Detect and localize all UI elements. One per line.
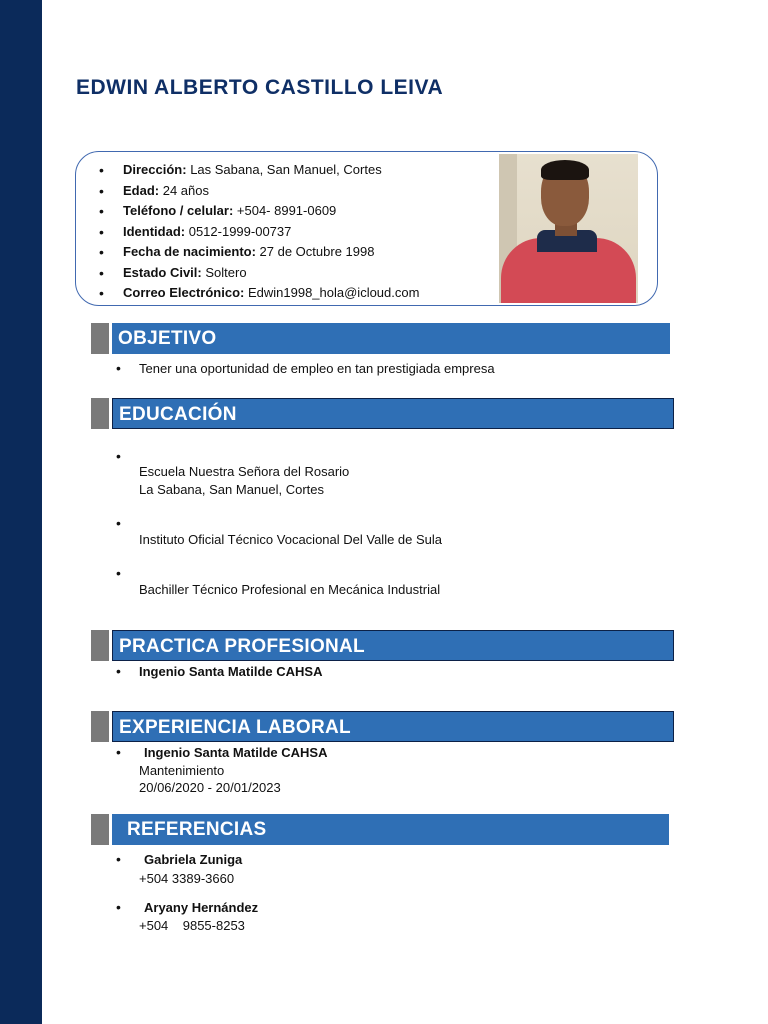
info-value: Edwin1998_hola@icloud.com: [244, 285, 420, 300]
info-phone: [99, 201, 419, 222]
education-school-location: La Sabana, San Manuel, Cortes: [139, 482, 325, 497]
bullet-icon: •: [116, 851, 121, 867]
bullet-icon: •: [116, 515, 121, 531]
reference-name: Aryany Hernández: [144, 900, 259, 915]
education-degree: Bachiller Técnico Profesional en Mecánica Industrial: [139, 582, 441, 597]
section-marker: [91, 711, 109, 742]
section-marker: [91, 630, 109, 661]
experiencia-role: Mantenimiento: [139, 763, 225, 778]
reference-phone: +504 3389-3660: [139, 871, 235, 886]
candidate-name: EDWIN ALBERTO CASTILLO LEIVA: [76, 76, 444, 99]
info-value: Soltero: [201, 264, 247, 280]
info-label: Teléfono / celular:: [123, 203, 234, 218]
education-institute: Instituto Oficial Técnico Vocacional Del Valle de Sula: [139, 532, 443, 547]
info-label: Estado Civil:: [123, 264, 202, 280]
photo-hair: [541, 160, 589, 180]
experiencia-dates: 20/06/2020 - 20/01/2023: [139, 780, 281, 795]
reference-name: Gabriela Zuniga: [144, 852, 243, 867]
info-label: Fecha de nacimiento:: [123, 244, 256, 259]
info-age: [99, 181, 419, 202]
practica-company: Ingenio Santa Matilde CAHSA: [139, 664, 323, 679]
section-header-practica: PRACTICA PROFESIONAL: [112, 630, 674, 661]
info-address: [99, 160, 419, 181]
section-header-objetivo: OBJETIVO: [112, 323, 670, 354]
info-value: 27 de Octubre 1998: [255, 244, 375, 259]
bullet-icon: •: [116, 448, 121, 464]
education-school: Escuela Nuestra Señora del Rosario: [139, 464, 350, 479]
section-header-educacion: EDUCACIÓN: [112, 398, 674, 429]
info-label: Edad:: [123, 182, 160, 198]
info-value: Las Sabana, San Manuel, Cortes: [186, 162, 382, 177]
info-civil-status: [99, 263, 419, 284]
info-value: +504- 8991-0609: [233, 203, 337, 218]
bullet-icon: •: [116, 663, 121, 679]
objetivo-item: Tener una oportunidad de empleo en tan prestigiada empresa: [139, 361, 495, 376]
personal-info-list: [99, 160, 419, 304]
info-id: [99, 222, 419, 243]
info-label: Dirección:: [123, 162, 187, 177]
info-label: Identidad:: [123, 223, 186, 239]
profile-photo: [499, 154, 638, 303]
experiencia-company: Ingenio Santa Matilde CAHSA: [144, 745, 328, 760]
section-marker: [91, 814, 109, 845]
bullet-icon: •: [116, 744, 121, 760]
section-header-experiencia: EXPERIENCIA LABORAL: [112, 711, 674, 742]
reference-phone: +504 9855-8253: [139, 918, 245, 933]
info-email: [99, 283, 419, 304]
bullet-icon: •: [116, 899, 121, 915]
left-sidebar-band: [0, 0, 42, 1024]
info-birthdate: [99, 242, 419, 263]
info-value: 24 años: [159, 182, 209, 198]
bullet-icon: •: [116, 360, 121, 376]
info-value: 0512-1999-00737: [185, 223, 292, 239]
section-header-referencias: REFERENCIAS: [112, 814, 669, 845]
section-marker: [91, 398, 109, 429]
section-marker: [91, 323, 109, 354]
info-label: Correo Electrónico:: [123, 285, 245, 300]
bullet-icon: •: [116, 565, 121, 581]
